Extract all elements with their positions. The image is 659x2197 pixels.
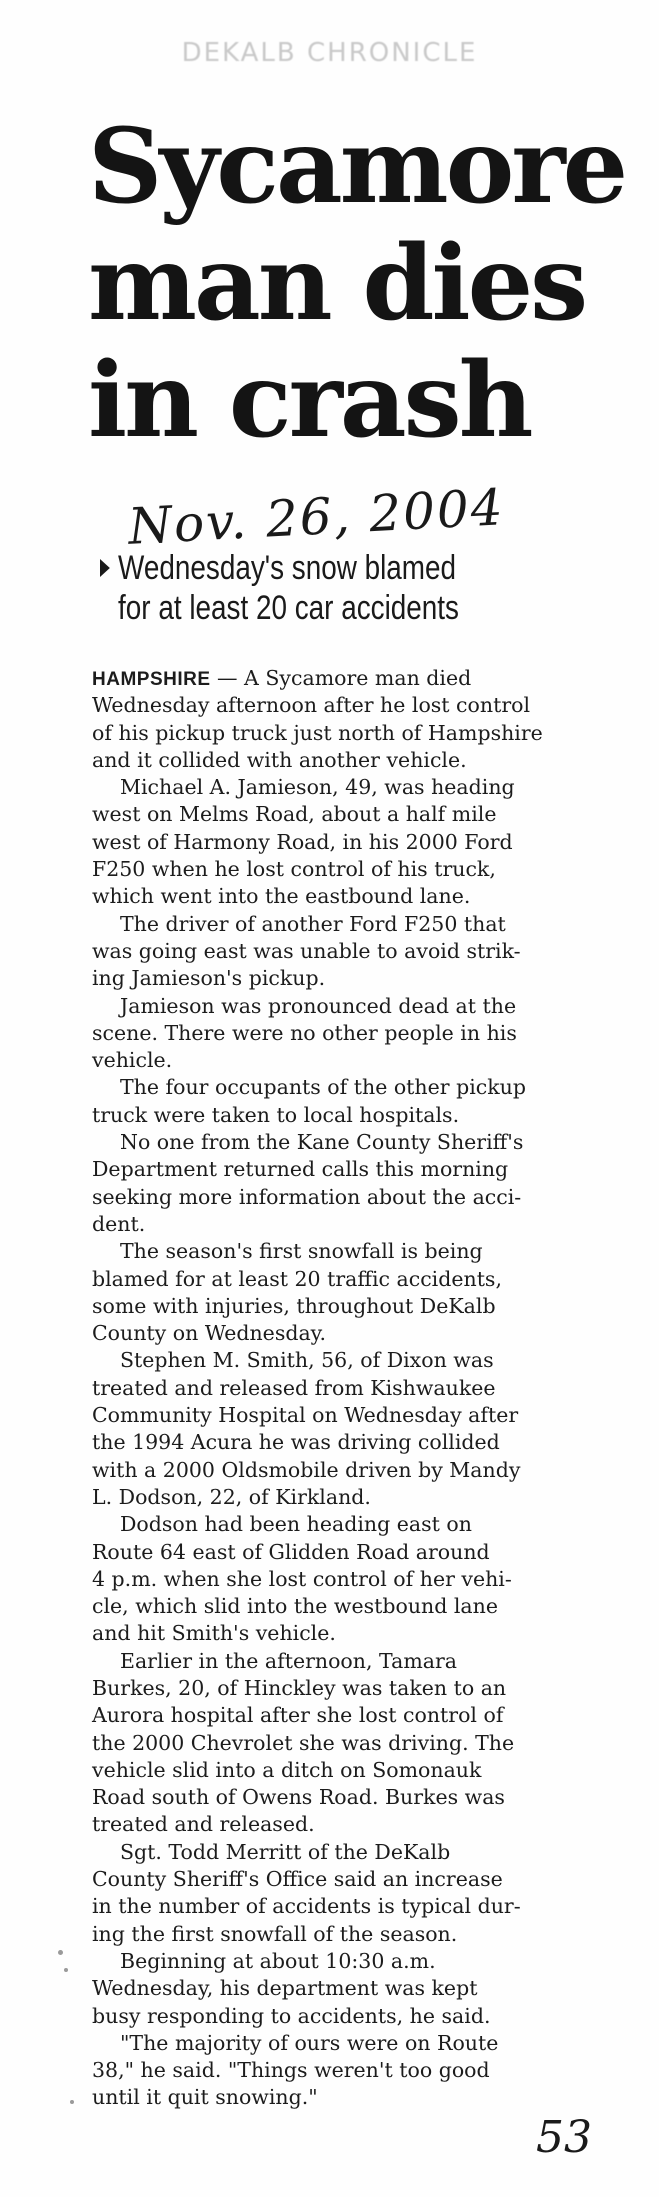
article-line: the 1994 Acura he was driving collided	[92, 1430, 500, 1455]
handwritten-date: Nov. 26, 2004	[126, 478, 506, 556]
article-line: blamed for at least 20 traffic accidents,	[92, 1266, 502, 1291]
article-line: was going east was unable to avoid strik-	[92, 938, 521, 963]
article-line: The driver of another Ford F250 that	[120, 911, 506, 936]
article-line: vehicle slid into a ditch on Somonauk	[92, 1757, 482, 1782]
article-line: 38," he said. "Things weren't too good	[92, 2058, 490, 2083]
article-line: and hit Smith's vehicle.	[92, 1621, 336, 1646]
article-line: which went into the eastbound lane.	[92, 884, 471, 909]
article-line: scene. There were no other people in his	[92, 1020, 517, 1045]
article-line: treated and released from Kishwaukee	[92, 1375, 496, 1400]
article-body	[92, 665, 617, 2112]
bullet-triangle-icon	[100, 559, 110, 577]
article-line: The season's first snowfall is being	[120, 1239, 483, 1264]
article-line: Beginning at about 10:30 a.m.	[120, 1948, 436, 1973]
article-line: of his pickup truck just north of Hampshire	[92, 720, 543, 745]
article-line: in the number of accidents is typical dur-	[92, 1894, 521, 1919]
article-line: County on Wednesday.	[92, 1321, 327, 1346]
article-line: busy responding to accidents, he said.	[92, 2003, 491, 2028]
article-line: Sgt. Todd Merritt of the DeKalb	[120, 1839, 451, 1864]
article-line: Department returned calls this morning	[92, 1157, 509, 1182]
article-line: Wednesday, his department was kept	[92, 1976, 478, 2001]
article-line: cle, which slid into the westbound lane	[92, 1594, 498, 1619]
article-line: Road south of Owens Road. Burkes was	[92, 1785, 505, 1810]
article-line: Route 64 east of Glidden Road around	[92, 1539, 490, 1564]
article-line: The four occupants of the other pickup	[120, 1075, 526, 1100]
article-line: Earlier in the afternoon, Tamara	[120, 1648, 457, 1673]
article-line: 4 p.m. when she lost control of her vehi-	[92, 1566, 512, 1591]
scan-speck	[64, 1968, 68, 1972]
article-line: No one from the Kane County Sheriff's	[120, 1130, 524, 1155]
article-line-text: — A Sycamore man died	[210, 666, 472, 690]
article-line: treated and released.	[92, 1812, 315, 1837]
article-line: the 2000 Chevrolet she was driving. The	[92, 1730, 515, 1755]
article-line: Dodson had been heading east on	[120, 1512, 472, 1537]
page-number: 53	[536, 2112, 592, 2163]
article-line	[92, 665, 617, 692]
scan-speck	[58, 1950, 63, 1955]
article-line: Wednesday afternoon after he lost control	[92, 693, 531, 718]
article-line: Community Hospital on Wednesday after	[92, 1403, 519, 1428]
article-line: dent.	[92, 1211, 146, 1236]
article-line: F250 when he lost control of his truck,	[92, 857, 496, 882]
headline-line: man dies	[88, 223, 586, 344]
article-line: Michael A. Jamieson, 49, was heading	[120, 775, 515, 800]
article-line: ing the first snowfall of the season.	[92, 1921, 458, 1946]
article-line: ing Jamieson's pickup.	[92, 966, 326, 991]
article-line: "The majority of ours were on Route	[120, 2030, 499, 2055]
article-line: seeking more information about the acci-	[92, 1184, 522, 1209]
headline	[88, 108, 648, 459]
article-line: west on Melms Road, about a half mile	[92, 802, 497, 827]
masthead: DEKALB CHRONICLE	[181, 38, 478, 68]
article-line: Burkes, 20, of Hinckley was taken to an	[92, 1675, 507, 1700]
headline-line: in crash	[88, 340, 531, 461]
scan-speck	[70, 2100, 74, 2104]
dateline: HAMPSHIRE	[92, 669, 211, 690]
subhead-line: for at least 20 car accidents	[118, 589, 459, 627]
article-line: and it collided with another vehicle.	[92, 747, 467, 772]
article-line: L. Dodson, 22, of Kirkland.	[92, 1484, 371, 1509]
article-line: Stephen M. Smith, 56, of Dixon was	[120, 1348, 494, 1373]
headline-line: Sycamore	[88, 106, 626, 227]
article-line: Jamieson was pronounced dead at the	[120, 993, 517, 1018]
article-line: some with injuries, throughout DeKalb	[92, 1293, 496, 1318]
article-line: until it quit snowing."	[92, 2085, 318, 2110]
article-line: vehicle.	[92, 1048, 173, 1073]
article-line: truck were taken to local hospitals.	[92, 1102, 460, 1127]
article-line: with a 2000 Oldsmobile driven by Mandy	[92, 1457, 521, 1482]
article-line: Aurora hospital after she lost control of	[92, 1703, 504, 1728]
article-line: County Sheriff's Office said an increase	[92, 1867, 503, 1892]
subhead-line: Wednesday's snow blamed	[118, 549, 457, 587]
subheadline	[100, 548, 600, 628]
article-line: west of Harmony Road, in his 2000 Ford	[92, 829, 513, 854]
